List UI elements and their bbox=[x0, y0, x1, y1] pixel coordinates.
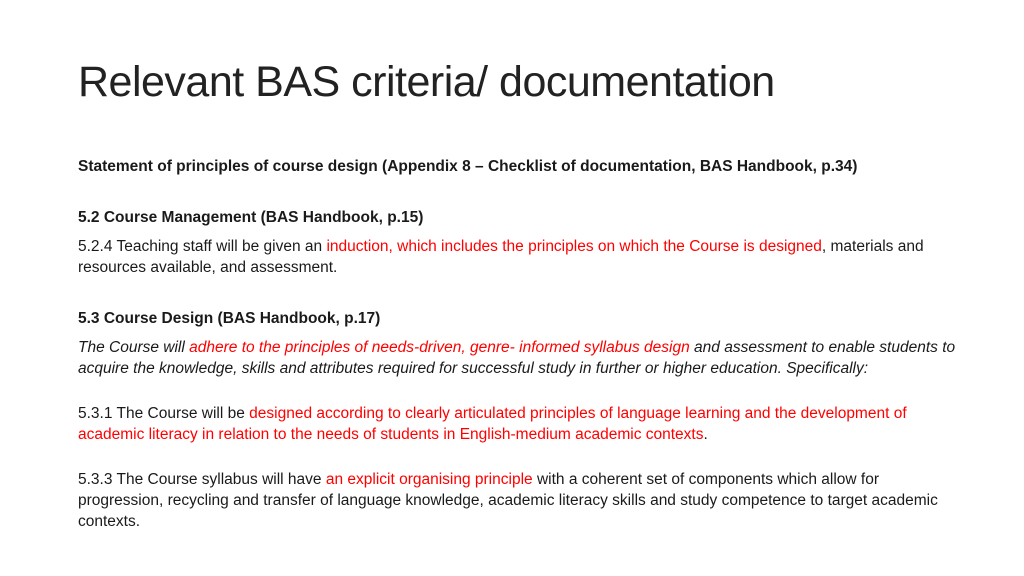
text-run: 5.3.1 The Course will be bbox=[78, 405, 250, 422]
text-run: 5.3.3 The Course syllabus will have bbox=[78, 471, 326, 488]
section-5-2-4-text bbox=[78, 236, 958, 278]
text-run: and assessment to enable students to acquire the knowledge, skills and attributes required for successful study in further or higher education. Specifically: bbox=[78, 339, 956, 377]
highlight-text: an explicit organising principle bbox=[325, 471, 533, 488]
text-run: with a coherent set of components which allow for progression, recycling and transfer of language knowledge, academic literacy skills and study competence to target academic contexts. bbox=[78, 471, 938, 530]
section-5-3-3-text bbox=[78, 469, 958, 532]
text-run: 5.2.4 Teaching staff will be given an bbox=[78, 238, 327, 255]
highlight-text: designed according to clearly articulated principles of language learning and the development of academic literacy in relation to the needs of students in English-medium academic contexts bbox=[78, 405, 907, 443]
section-5-2-heading: 5.2 Course Management (BAS Handbook, p.15) bbox=[78, 209, 424, 226]
section-5-3-1-text bbox=[78, 403, 958, 445]
highlight-text: adhere to the principles of needs-driven, genre- informed syllabus design bbox=[189, 339, 690, 356]
slide-content bbox=[78, 156, 958, 532]
statement-heading: Statement of principles of course design (Appendix 8 – Checklist of documentation, BAS Handbook, p.34) bbox=[78, 158, 858, 175]
highlight-text: induction, which includes the principles on which the Course is designed bbox=[326, 238, 822, 255]
text-run: . bbox=[703, 426, 708, 443]
text-run: The Course will bbox=[78, 339, 190, 356]
slide-title: Relevant BAS criteria/ documentation bbox=[78, 58, 775, 106]
section-5-3-text bbox=[78, 337, 958, 379]
section-5-3-heading: 5.3 Course Design (BAS Handbook, p.17) bbox=[78, 310, 381, 327]
text-run: , materials and resources available, and assessment. bbox=[78, 238, 924, 276]
